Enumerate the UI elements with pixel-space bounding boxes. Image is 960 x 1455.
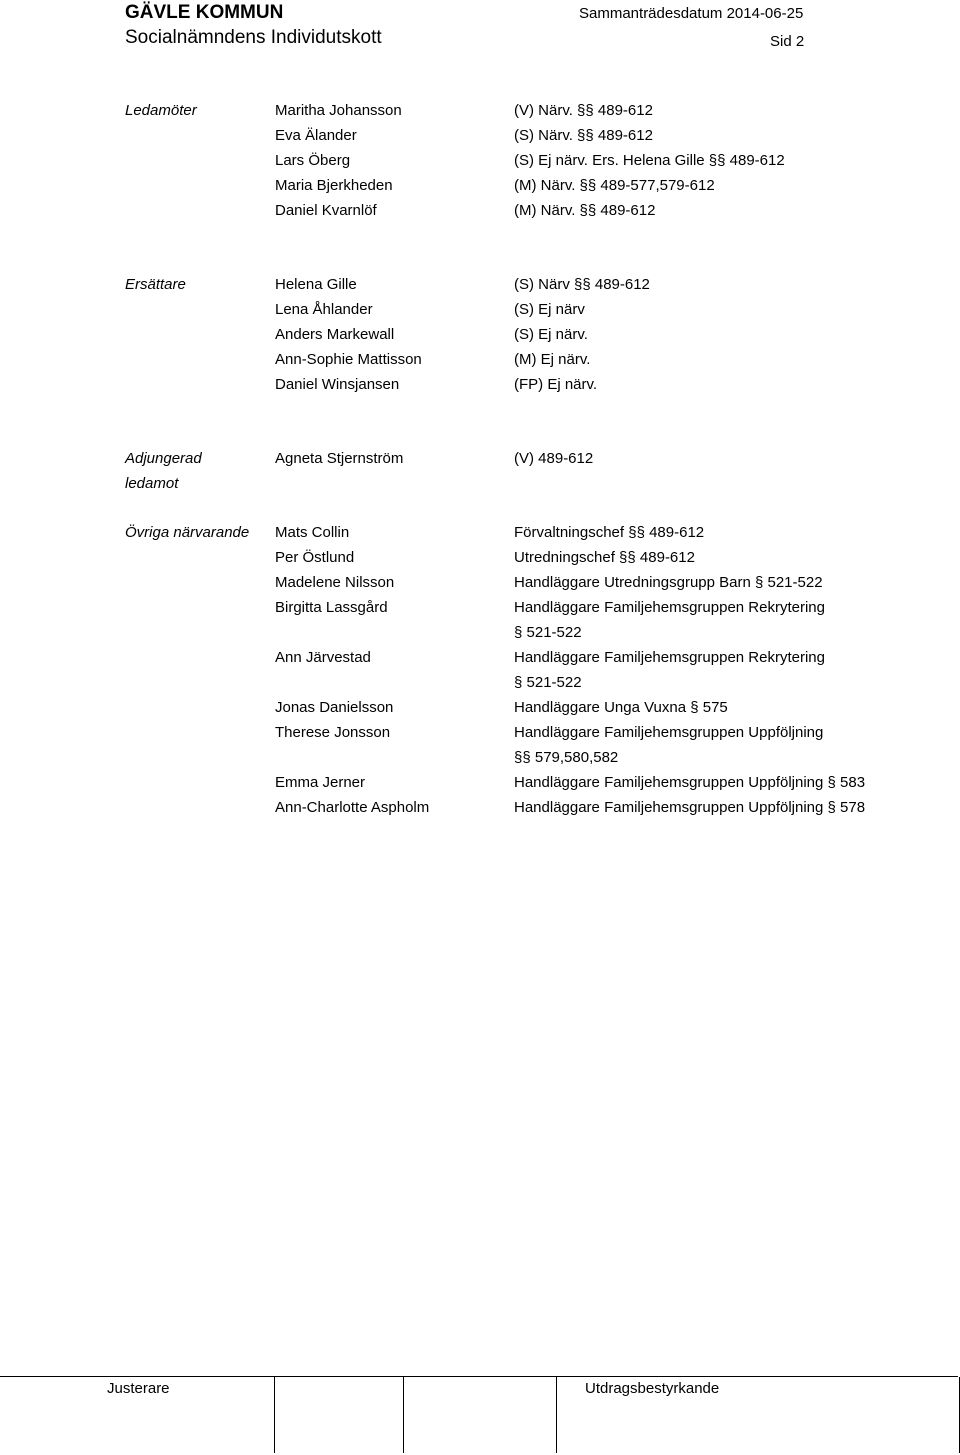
list-item [0,322,960,347]
list-item [0,545,960,570]
list-item [0,471,960,496]
attendee-role: Handläggare Familjehemsgruppen Uppföljning [514,724,824,741]
attendee-name: Ann Järvestad [275,649,371,666]
section-label-continued: ledamot [125,475,179,492]
substitute-name: Lena Åhlander [275,301,373,318]
list-item-continued [0,620,960,645]
list-item [0,272,960,297]
attendee-name: Mats Collin [275,524,350,541]
member-name: Maritha Johansson [275,102,402,119]
member-status: (S) Ej närv. Ers. Helena Gille §§ 489-612 [514,152,785,169]
attendee-name: Jonas Danielsson [275,699,394,716]
substitute-name: Daniel Winsjansen [275,376,400,393]
others-present-section [0,520,960,820]
attendee-role-continued: § 521-522 [514,624,582,641]
list-item-continued [0,670,960,695]
substitute-status: (S) Närv §§ 489-612 [514,276,650,293]
co-opted-name: Agneta Stjernström [275,450,404,467]
meeting-date: Sammanträdesdatum 2014-06-25 [579,5,804,22]
substitute-status: (S) Ej närv. [514,326,588,343]
list-item [0,173,960,198]
member-status: (V) Närv. §§ 489-612 [514,102,653,119]
attendee-role: Handläggare Utredningsgrupp Barn § 521-522 [514,574,823,591]
list-item [0,795,960,820]
attendee-role: Handläggare Familjehemsgruppen Uppföljning § 583 [514,774,866,791]
attendee-role-continued: §§ 579,580,582 [514,749,619,766]
justerare-label: Justerare [107,1380,170,1397]
member-name: Maria Bjerkheden [275,177,393,194]
list-item [0,595,960,620]
substitutes-section [0,272,960,397]
attendee-role: Handläggare Familjehemsgruppen Rekrytering [514,649,825,666]
list-item [0,98,960,123]
attendee-role: Handläggare Familjehemsgruppen Rekrytering [514,599,825,616]
member-name: Eva Älander [275,127,357,144]
footer-signature-box-2 [403,1377,556,1453]
section-label: Övriga närvarande [125,524,250,541]
section-label: Ersättare [125,276,186,293]
utdragsbestyrkande-label: Utdragsbestyrkande [585,1380,720,1397]
list-item [0,123,960,148]
attendee-name: Emma Jerner [275,774,366,791]
member-status: (M) Närv. §§ 489-612 [514,202,656,219]
attendee-name: Ann-Charlotte Aspholm [275,799,430,816]
list-item [0,520,960,545]
list-item [0,198,960,223]
member-status: (S) Närv. §§ 489-612 [514,127,653,144]
list-item [0,770,960,795]
list-item-continued [0,745,960,770]
list-item [0,645,960,670]
attendee-name: Birgitta Lassgård [275,599,388,616]
members-section [0,98,960,223]
list-item [0,720,960,745]
attendee-name: Madelene Nilsson [275,574,395,591]
substitute-name: Anders Markewall [275,326,395,343]
substitute-status: (M) Ej närv. [514,351,591,368]
list-item [0,347,960,372]
attendee-role: Handläggare Familjehemsgruppen Uppföljning § 578 [514,799,866,816]
substitute-name: Ann-Sophie Mattisson [275,351,422,368]
attendee-role-continued: § 521-522 [514,674,582,691]
list-item [0,148,960,173]
section-label: Ledamöter [125,102,197,119]
list-item [0,297,960,322]
attendee-role: Utredningschef §§ 489-612 [514,549,695,566]
list-item [0,695,960,720]
attendee-role: Handläggare Unga Vuxna § 575 [514,699,728,716]
department-name: Socialnämndens Individutskott [125,27,382,48]
attendee-name: Therese Jonsson [275,724,391,741]
attendee-role: Förvaltningschef §§ 489-612 [514,524,705,541]
member-name: Lars Öberg [275,152,351,169]
page-number: Sid 2 [770,33,805,50]
substitute-name: Helena Gille [275,276,357,293]
co-opted-section [0,446,960,496]
co-opted-status: (V) 489-612 [514,450,594,467]
org-name: GÄVLE KOMMUN [125,2,284,23]
member-name: Daniel Kvarnlöf [275,202,377,219]
substitute-status: (FP) Ej närv. [514,376,598,393]
list-item [0,446,960,471]
attendee-name: Per Östlund [275,549,355,566]
footer-signature-box-1 [274,1377,403,1453]
list-item [0,570,960,595]
section-label: Adjungerad [125,450,202,467]
list-item [0,372,960,397]
member-status: (M) Närv. §§ 489-577,579-612 [514,177,715,194]
substitute-status: (S) Ej närv [514,301,585,318]
